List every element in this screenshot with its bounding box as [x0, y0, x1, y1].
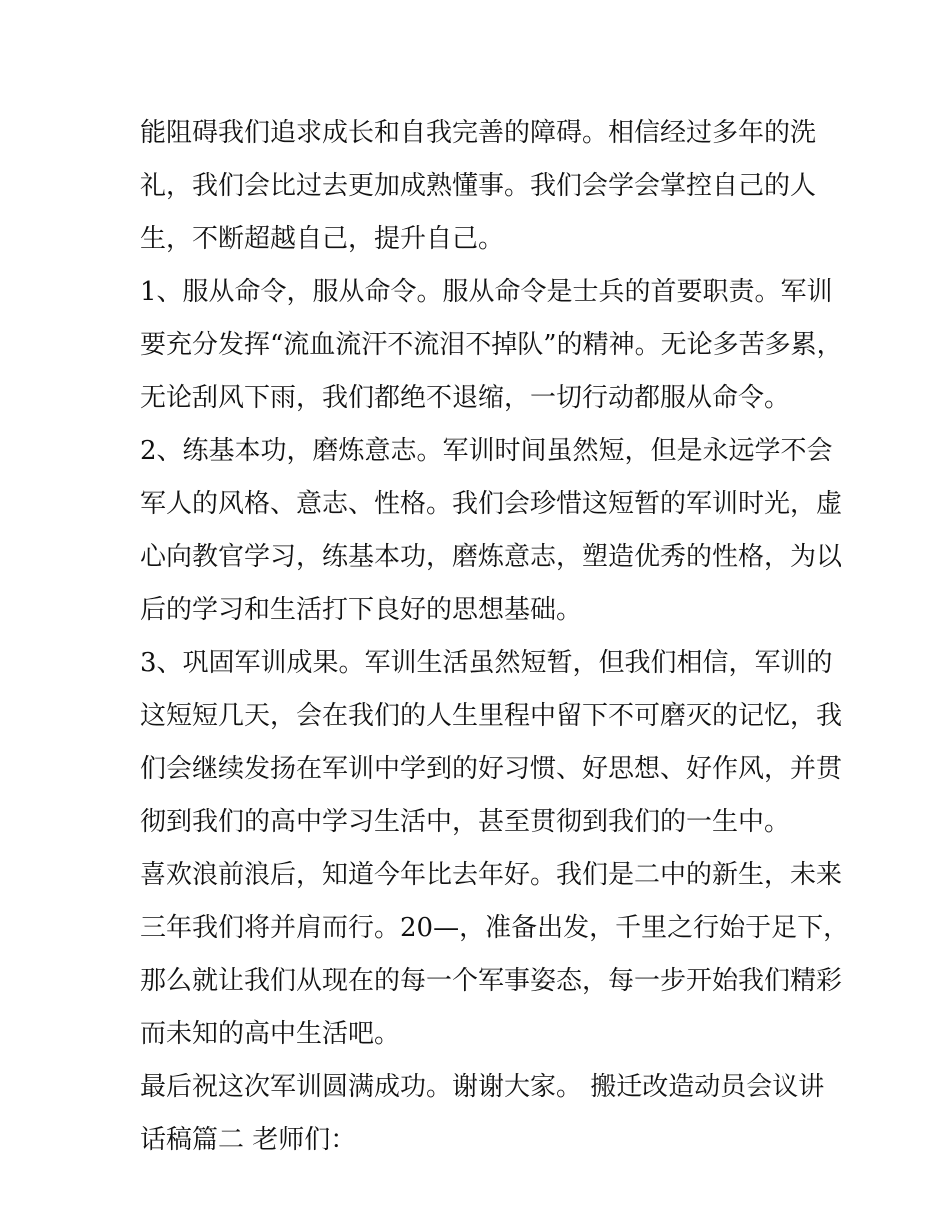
- text-line: 能阻碍我们追求成长和自我完善的障碍。相信经过多年的洗: [140, 118, 817, 148]
- text-line: 后的学习和生活打下良好的思想基础。: [140, 595, 583, 625]
- text-line: 喜欢浪前浪后，知道今年比去年好。我们是二中的新生，未来: [140, 860, 843, 890]
- text-line: 最后祝这次军训圆满成功。谢谢大家。 搬迁改造动员会议讲: [140, 1072, 825, 1102]
- text-line: 3、巩固军训成果。军训生活虽然短暂，但我们相信，军训的: [140, 648, 833, 678]
- text-line: 彻到我们的高中学习生活中，甚至贯彻到我们的一生中。: [140, 807, 791, 837]
- text-line: 三年我们将并肩而行。20—，准备出发，千里之行始于足下，: [140, 913, 850, 943]
- text-line: 们会继续发扬在军训中学到的好习惯、好思想、好作风，并贯: [140, 754, 843, 784]
- text-line: 心向教官学习，练基本功，磨炼意志，塑造优秀的性格，为以: [140, 542, 843, 572]
- text-line: 要充分发挥“流血流汗不流泪不掉队”的精神。无论多苦多累，: [140, 330, 843, 360]
- text-line: 礼，我们会比过去更加成熟懂事。我们会学会掌控自己的人: [140, 171, 817, 201]
- text-line: 2、练基本功，磨炼意志。军训时间虽然短，但是永远学不会: [140, 436, 833, 466]
- text-line: 无论刮风下雨，我们都绝不退缩，一切行动都服从命令。: [140, 383, 791, 413]
- text-line: 话稿篇二 老师们：: [140, 1125, 357, 1155]
- text-line: 而未知的高中生活吧。: [140, 1019, 401, 1049]
- text-line: 那么就让我们从现在的每一个军事姿态，每一步开始我们精彩: [140, 966, 843, 996]
- document-body: [140, 107, 850, 1167]
- text-line: 1、服从命令，服从命令。服从命令是士兵的首要职责。军训: [140, 277, 833, 307]
- text-line: 这短短几天，会在我们的人生里程中留下不可磨灭的记忆，我: [140, 701, 843, 731]
- text-line: 生，不断超越自己，提升自己。: [140, 224, 505, 254]
- text-line: 军人的风格、意志、性格。我们会珍惜这短暂的军训时光，虚: [140, 489, 843, 519]
